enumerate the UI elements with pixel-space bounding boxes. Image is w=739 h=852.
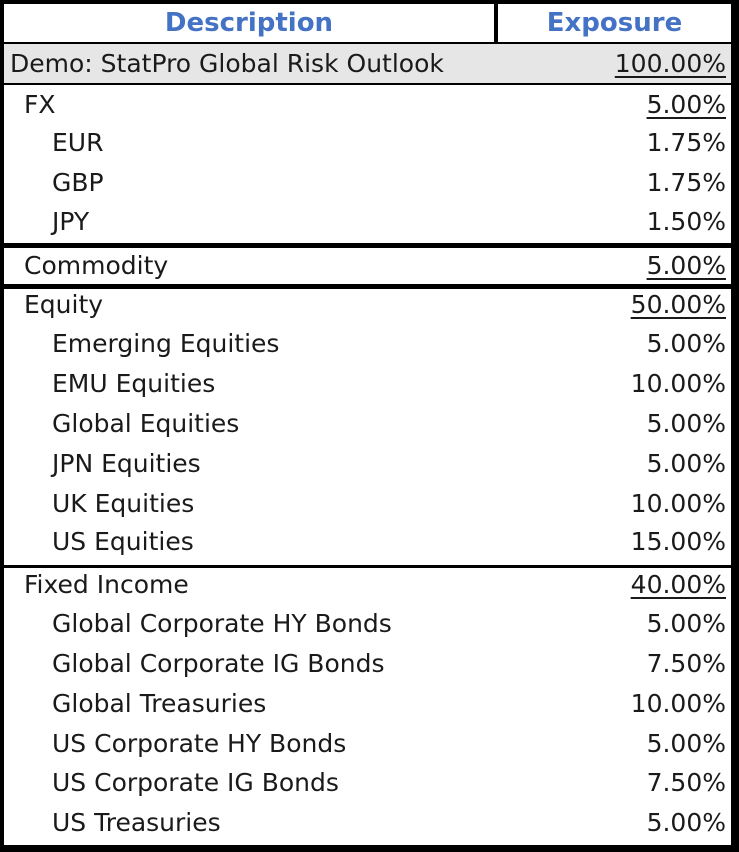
table-row[interactable] xyxy=(4,444,731,484)
row-exposure: 7.50% xyxy=(646,768,726,797)
table-row[interactable] xyxy=(4,123,731,163)
row-exposure: 5.00% xyxy=(646,609,726,638)
row-exposure: 7.50% xyxy=(646,649,726,678)
portfolio-name: Demo: StatPro Global Risk Outlook xyxy=(10,49,444,78)
row-label: JPY xyxy=(52,207,90,236)
row-label: EUR xyxy=(52,128,104,157)
row-label: Global Corporate IG Bonds xyxy=(52,649,385,678)
row-label: GBP xyxy=(52,168,104,197)
row-label: US Equities xyxy=(52,527,194,556)
row-exposure: 10.00% xyxy=(630,489,726,518)
group-equity xyxy=(4,289,731,565)
group-label: Equity xyxy=(24,290,104,319)
group-fixed-income xyxy=(4,568,731,845)
row-exposure: 10.00% xyxy=(630,689,726,718)
portfolio-total-exposure: 100.00% xyxy=(614,49,726,78)
group-label: Fixed Income xyxy=(24,570,189,599)
table-row[interactable] xyxy=(4,163,731,203)
table-row[interactable] xyxy=(4,364,731,404)
row-exposure: 5.00% xyxy=(646,329,726,358)
row-label: US Corporate IG Bonds xyxy=(52,768,339,797)
table-row[interactable] xyxy=(4,684,731,724)
group-header-row[interactable] xyxy=(4,285,731,325)
group-commodity xyxy=(4,248,731,284)
row-label: Emerging Equities xyxy=(52,329,280,358)
table-row[interactable] xyxy=(4,522,731,562)
table-row[interactable] xyxy=(4,324,731,364)
group-header-row[interactable] xyxy=(4,565,731,605)
exposure-column-header[interactable]: Exposure xyxy=(498,4,731,42)
group-label: Commodity xyxy=(24,251,169,280)
row-exposure: 5.00% xyxy=(646,409,726,438)
group-exposure: 50.00% xyxy=(630,290,726,319)
group-exposure: 5.00% xyxy=(646,251,726,280)
total-row[interactable] xyxy=(4,44,731,83)
row-label: US Corporate HY Bonds xyxy=(52,729,347,758)
row-exposure: 15.00% xyxy=(630,527,726,556)
table-row[interactable] xyxy=(4,724,731,764)
row-label: Global Treasuries xyxy=(52,689,267,718)
row-label: EMU Equities xyxy=(52,369,216,398)
group-header-row[interactable] xyxy=(4,246,731,286)
group-label: FX xyxy=(24,90,56,119)
row-label: US Treasuries xyxy=(52,808,221,837)
row-exposure: 1.50% xyxy=(646,207,726,236)
group-exposure: 5.00% xyxy=(646,90,726,119)
table-row[interactable] xyxy=(4,604,731,644)
description-column-header[interactable]: Description xyxy=(4,4,494,42)
row-exposure: 1.75% xyxy=(646,128,726,157)
row-label: UK Equities xyxy=(52,489,195,518)
table-row[interactable] xyxy=(4,202,731,242)
table-row[interactable] xyxy=(4,763,731,803)
row-exposure: 10.00% xyxy=(630,369,726,398)
table-row[interactable] xyxy=(4,404,731,444)
table-row[interactable] xyxy=(4,803,731,843)
row-exposure: 5.00% xyxy=(646,808,726,837)
group-exposure: 40.00% xyxy=(630,570,726,599)
row-label: Global Corporate HY Bonds xyxy=(52,609,392,638)
table-row[interactable] xyxy=(4,484,731,524)
row-exposure: 5.00% xyxy=(646,449,726,478)
table-row[interactable] xyxy=(4,644,731,684)
row-exposure: 5.00% xyxy=(646,729,726,758)
row-label: JPN Equities xyxy=(52,449,201,478)
group-header-row[interactable] xyxy=(4,85,731,125)
row-exposure: 1.75% xyxy=(646,168,726,197)
group-fx xyxy=(4,85,731,243)
row-label: Global Equities xyxy=(52,409,240,438)
